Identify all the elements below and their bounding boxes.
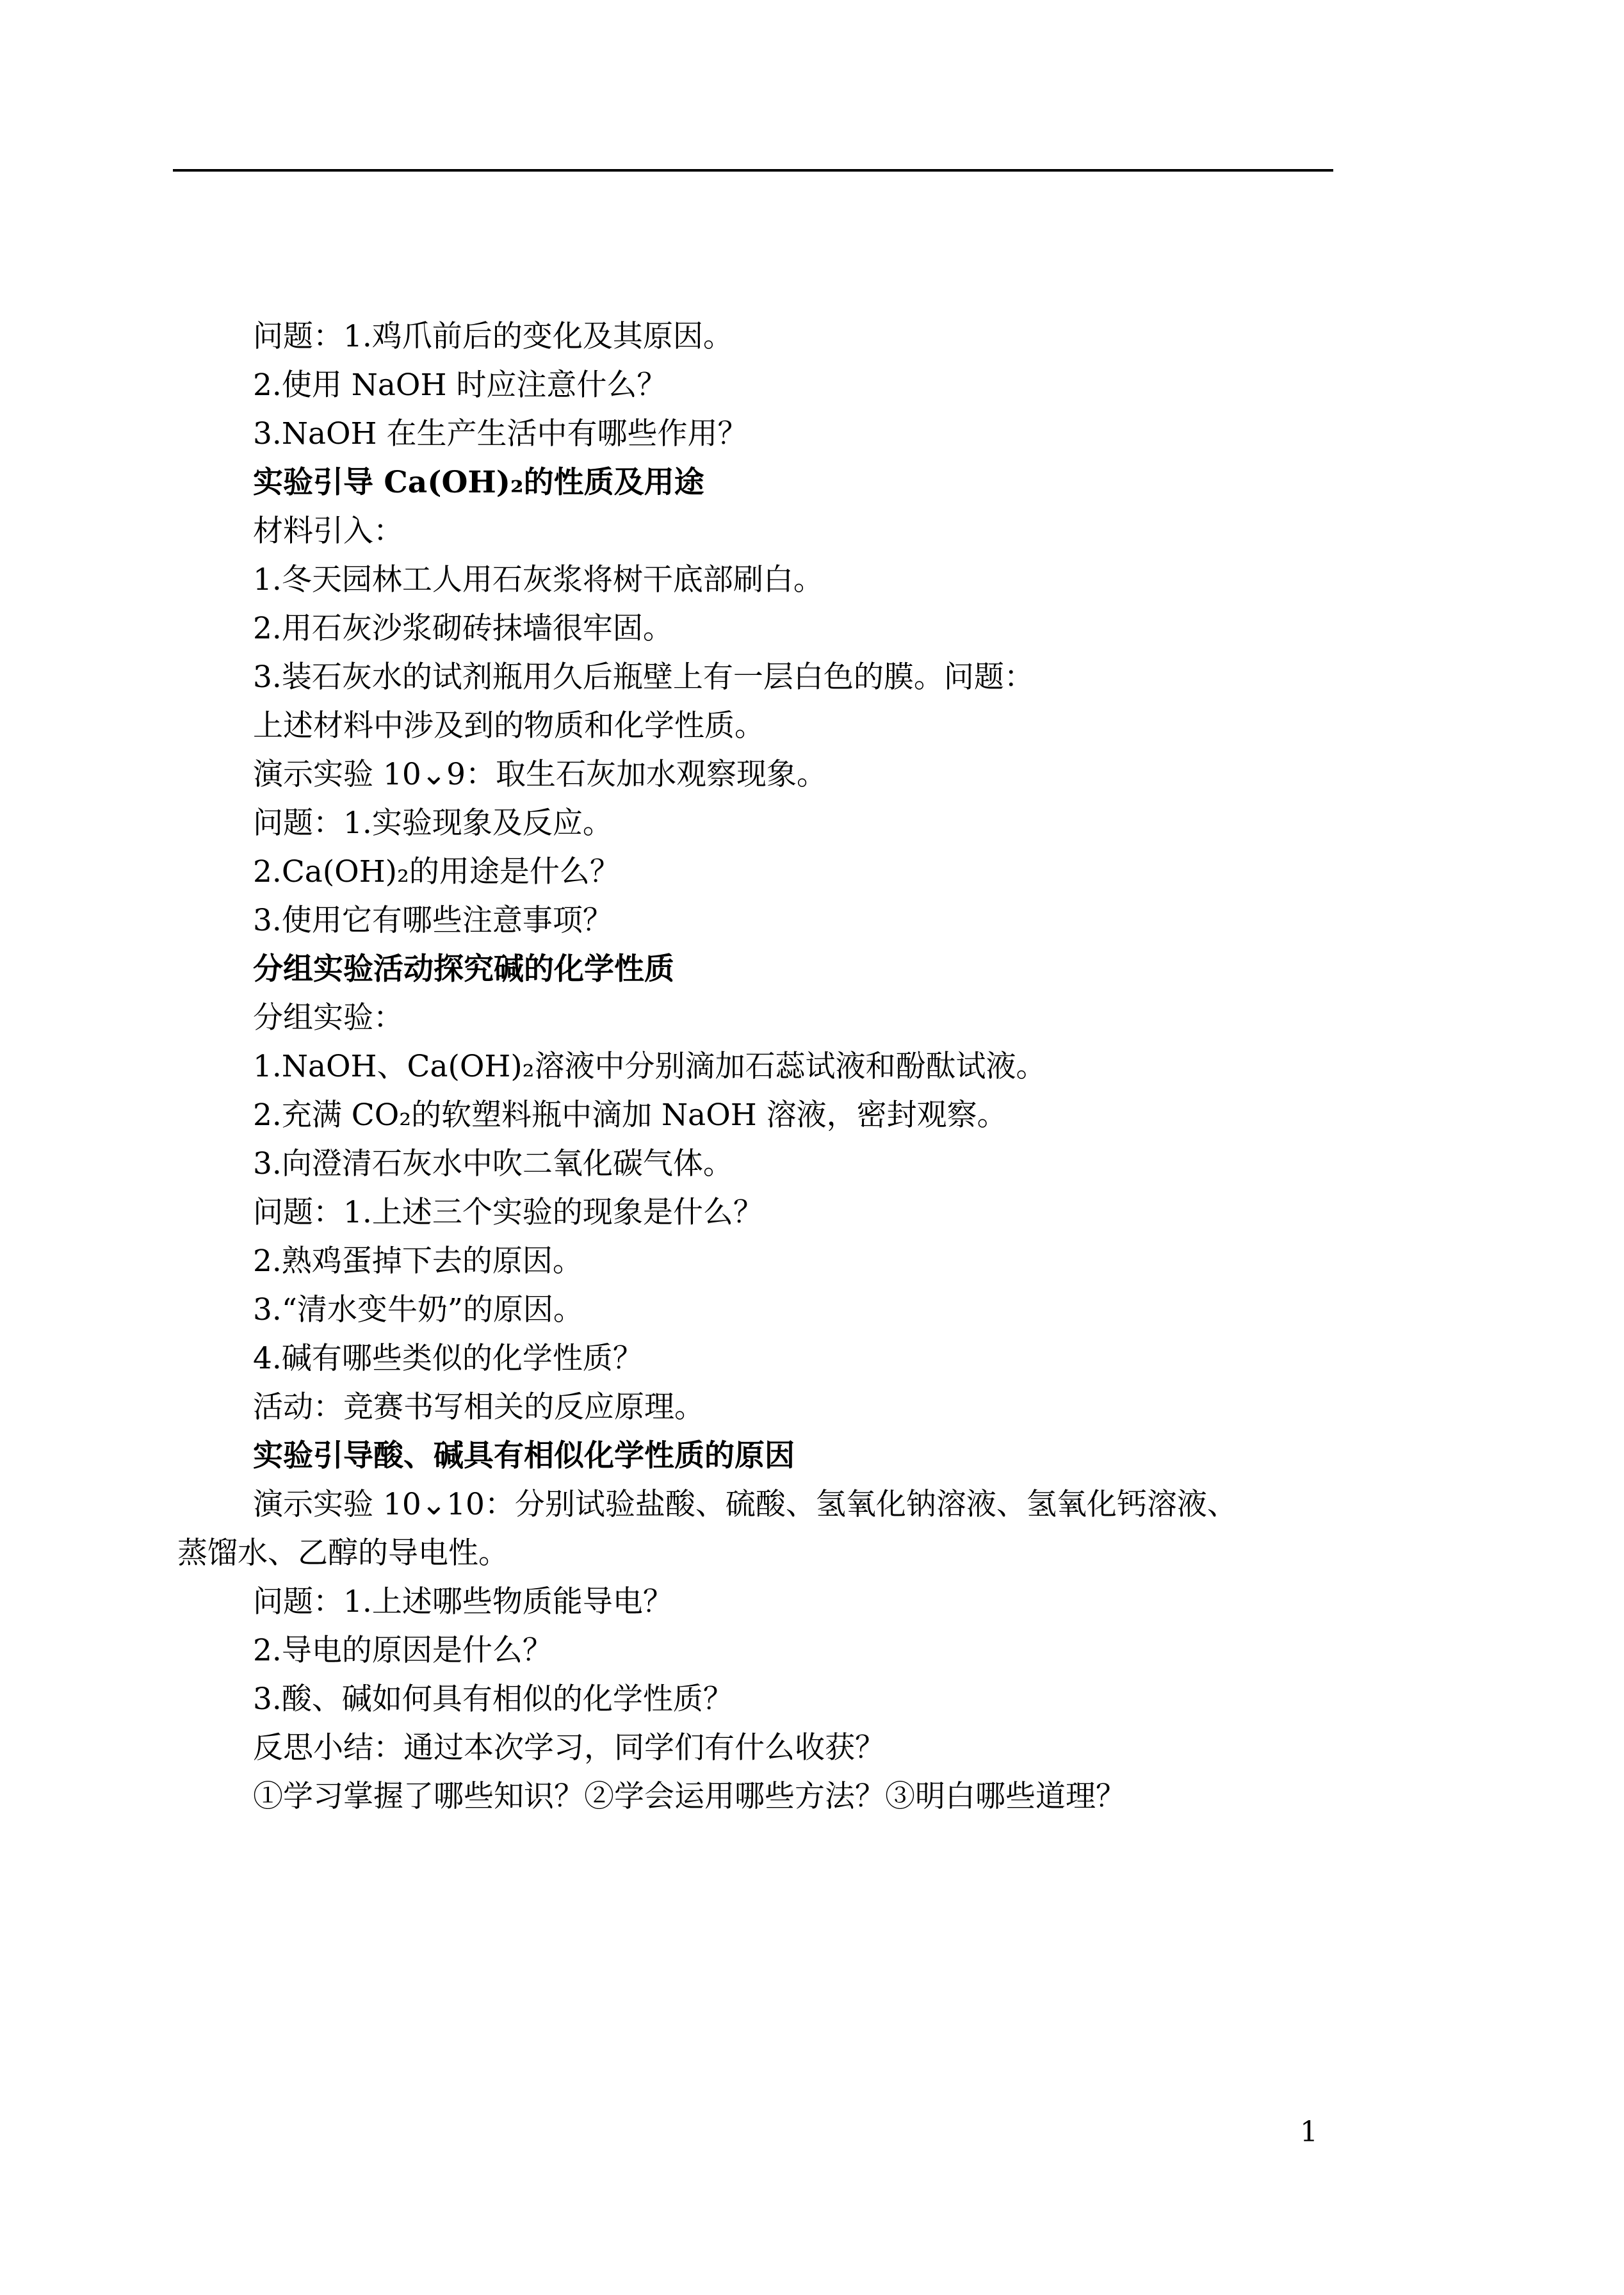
text-line: 3.向澄清石灰水中吹二氧化碳气体。	[253, 1146, 733, 1181]
text-line: 演示实验 10⌄10：分别试验盐酸、硫酸、氢氧化钠溶液、氢氧化钙溶液、	[253, 1487, 1237, 1522]
text-line: 问题：1.实验现象及反应。	[253, 806, 613, 841]
text-line: 上述材料中涉及到的物质和化学性质。	[253, 708, 765, 743]
text-line: 2.Ca(OH)₂的用途是什么？	[253, 854, 620, 889]
text-line: 3.NaOH 在生产生活中有哪些作用？	[253, 416, 748, 451]
text-line: 分组实验：	[253, 1000, 403, 1035]
text-line: 2.熟鸡蛋掉下去的原因。	[253, 1244, 583, 1279]
text-line: 反思小结：通过本次学习，同学们有什么收获？	[253, 1730, 885, 1765]
text-line: 3.酸、碱如何具有相似的化学性质？	[253, 1682, 733, 1717]
body-text	[177, 312, 1342, 1821]
text-line: 1.NaOH、Ca(OH)₂溶液中分别滴加石蕊试液和酚酞试液。	[253, 1049, 1046, 1084]
section-heading: 实验引导酸、碱具有相似化学性质的原因	[253, 1438, 795, 1473]
text-line: 蒸馏水、乙醇的导电性。	[177, 1536, 508, 1571]
text-line: 材料引入：	[253, 514, 403, 549]
text-line: 3.“清水变牛奶”的原因。	[253, 1292, 583, 1327]
text-line: ①学习掌握了哪些知识？②学会运用哪些方法？③明白哪些道理？	[253, 1779, 1126, 1814]
text-line: 演示实验 10⌄9：取生石灰加水观察现象。	[253, 757, 827, 792]
text-line: 问题：1.上述三个实验的现象是什么？	[253, 1195, 763, 1230]
text-line: 3.使用它有哪些注意事项？	[253, 903, 613, 938]
text-line: 2.充满 CO₂的软塑料瓶中滴加 NaOH 溶液，密封观察。	[253, 1098, 1007, 1133]
header-rule	[173, 169, 1333, 172]
section-heading: 实验引导 Ca(OH)₂的性质及用途	[253, 465, 704, 500]
text-line: 2.用石灰沙浆砌砖抹墙很牢固。	[253, 611, 673, 646]
page-number: 1	[1300, 2116, 1318, 2148]
text-line: 3.装石灰水的试剂瓶用久后瓶壁上有一层白色的膜。问题：	[253, 660, 1034, 695]
text-line: 2.使用 NaOH 时应注意什么？	[253, 368, 667, 403]
text-line: 活动：竞赛书写相关的反应原理。	[253, 1390, 704, 1425]
text-line: 1.冬天园林工人用石灰浆将树干底部刷白。	[253, 562, 824, 597]
text-line: 4.碱有哪些类似的化学性质？	[253, 1341, 643, 1376]
text-line: 问题：1.鸡爪前后的变化及其原因。	[253, 319, 733, 354]
section-heading: 分组实验活动探究碱的化学性质	[253, 952, 674, 987]
text-line: 问题：1.上述哪些物质能导电？	[253, 1584, 673, 1619]
text-line: 2.导电的原因是什么？	[253, 1633, 553, 1668]
